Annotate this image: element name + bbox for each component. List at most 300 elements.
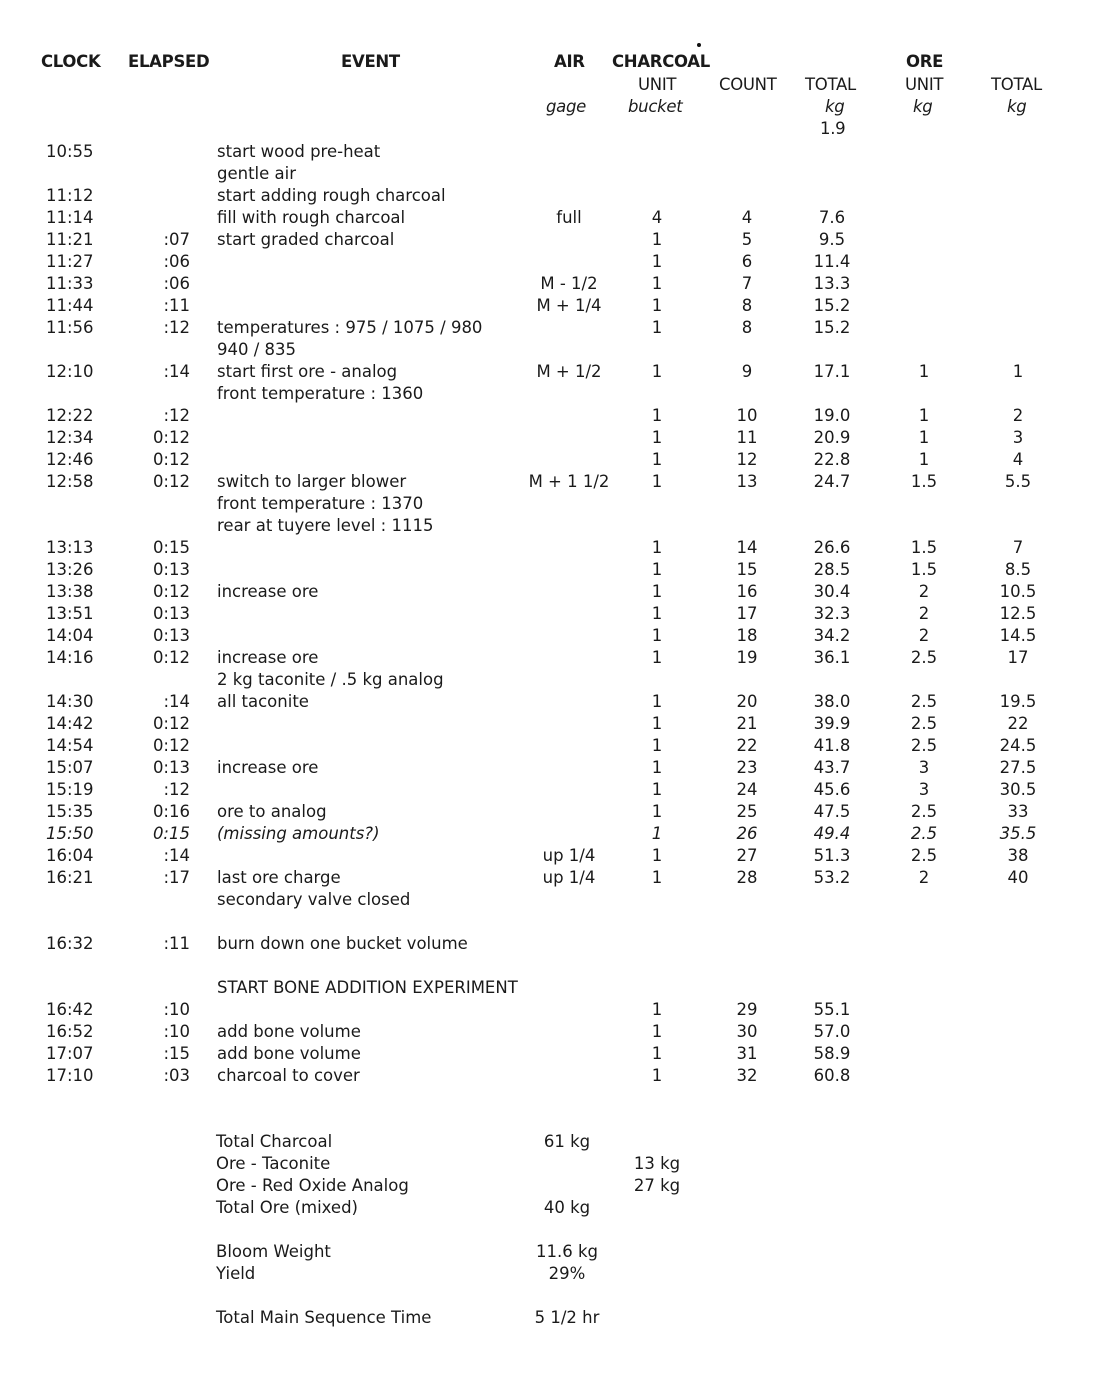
charcoal-count-cell: 20 xyxy=(736,692,758,711)
clock-cell: 13:26 xyxy=(46,560,94,579)
elapsed-cell: 0:12 xyxy=(152,472,190,491)
elapsed-cell: 0:12 xyxy=(152,428,190,447)
charcoal-unit-cell: 1 xyxy=(651,824,663,843)
clock-cell: 15:07 xyxy=(46,758,94,777)
charcoal-count-cell: 25 xyxy=(736,802,758,821)
clock-cell: 12:34 xyxy=(46,428,94,447)
charcoal-unit-cell: 1 xyxy=(651,1066,663,1085)
charcoal-unit-cell: 1 xyxy=(651,648,663,667)
charcoal-count-cell: 18 xyxy=(736,626,758,645)
clock-cell: 15:19 xyxy=(46,780,94,799)
clock-cell: 15:50 xyxy=(46,824,94,843)
header-ore-total: TOTAL xyxy=(991,75,1042,94)
table-row xyxy=(0,295,1114,317)
charcoal-unit-cell: 4 xyxy=(651,208,663,227)
charcoal-unit-cell: 1 xyxy=(651,1000,663,1019)
table-row xyxy=(0,581,1114,603)
header-air: AIR xyxy=(554,52,585,71)
clock-cell: 14:42 xyxy=(46,714,94,733)
event-cell: all taconite xyxy=(217,692,309,711)
charcoal-total-cell: 41.8 xyxy=(813,736,851,755)
charcoal-unit-cell: 1 xyxy=(651,736,663,755)
header-event: EVENT xyxy=(341,52,400,71)
event-cell: gentle air xyxy=(217,164,297,183)
charcoal-count-cell: 12 xyxy=(736,450,758,469)
summary-ore-value: 13 kg xyxy=(633,1154,681,1173)
charcoal-total-cell: 15.2 xyxy=(813,296,851,315)
summary-row xyxy=(0,1241,1114,1263)
table-row xyxy=(0,1021,1114,1043)
elapsed-cell: :14 xyxy=(163,846,190,865)
event-cell: start wood pre-heat xyxy=(217,142,381,161)
event-cell: add bone volume xyxy=(217,1044,361,1063)
summary-label: Ore - Taconite xyxy=(216,1154,331,1173)
charcoal-unit-cell: 1 xyxy=(651,428,663,447)
clock-cell: 12:22 xyxy=(46,406,94,425)
event-cell: switch to larger blower xyxy=(217,472,407,491)
table-row xyxy=(0,471,1114,493)
charcoal-total-cell: 28.5 xyxy=(813,560,851,579)
event-cell: start adding rough charcoal xyxy=(217,186,446,205)
event-cell: rear at tuyere level : 1115 xyxy=(217,516,434,535)
table-row xyxy=(0,515,1114,537)
clock-cell: 17:07 xyxy=(46,1044,94,1063)
table-row xyxy=(0,537,1114,559)
charcoal-count-cell: 14 xyxy=(736,538,758,557)
summary-label: Total Main Sequence Time xyxy=(216,1308,432,1327)
charcoal-total-cell: 15.2 xyxy=(813,318,851,337)
charcoal-total-cell: 34.2 xyxy=(813,626,851,645)
charcoal-count-cell: 10 xyxy=(736,406,758,425)
elapsed-cell: 0:15 xyxy=(152,538,190,557)
ore-unit-cell: 2.5 xyxy=(910,802,938,821)
charcoal-unit-cell: 1 xyxy=(651,1044,663,1063)
charcoal-count-cell: 7 xyxy=(741,274,753,293)
charcoal-total-cell: 39.9 xyxy=(813,714,851,733)
summary-row xyxy=(0,1175,1114,1197)
table-row xyxy=(0,405,1114,427)
air-gage-cell: M + 1/4 xyxy=(536,296,602,315)
elapsed-cell: :06 xyxy=(163,252,190,271)
clock-cell: 14:54 xyxy=(46,736,94,755)
ore-total-cell: 30.5 xyxy=(999,780,1037,799)
ore-unit-cell: 2.5 xyxy=(910,692,938,711)
table-row xyxy=(0,1043,1114,1065)
charcoal-unit-cell: 1 xyxy=(651,626,663,645)
charcoal-unit-cell: 1 xyxy=(651,318,663,337)
table-row xyxy=(0,361,1114,383)
elapsed-cell: 0:13 xyxy=(152,604,190,623)
charcoal-count-cell: 23 xyxy=(736,758,758,777)
table-row xyxy=(0,691,1114,713)
table-row xyxy=(0,933,1114,955)
clock-cell: 12:46 xyxy=(46,450,94,469)
charcoal-total-cell: 20.9 xyxy=(813,428,851,447)
charcoal-unit-cell: 1 xyxy=(651,472,663,491)
table-row xyxy=(0,229,1114,251)
ore-unit-cell: 2.5 xyxy=(910,846,938,865)
ore-unit-cell: 1.5 xyxy=(910,560,938,579)
ore-unit-cell: 1 xyxy=(918,428,930,447)
charcoal-total-cell: 53.2 xyxy=(813,868,851,887)
ore-unit-cell: 2 xyxy=(918,604,930,623)
header-elapsed: ELAPSED xyxy=(128,52,210,71)
ore-unit-cell: 3 xyxy=(918,758,930,777)
charcoal-unit-cell: 1 xyxy=(651,802,663,821)
event-cell: last ore charge xyxy=(217,868,341,887)
summary-row xyxy=(0,1197,1114,1219)
elapsed-cell: 0:16 xyxy=(152,802,190,821)
event-cell: add bone volume xyxy=(217,1022,361,1041)
air-gage-cell: up 1/4 xyxy=(542,868,596,887)
air-gage-cell: M + 1 1/2 xyxy=(528,472,610,491)
summary-ore-value: 27 kg xyxy=(633,1176,681,1195)
clock-cell: 11:12 xyxy=(46,186,94,205)
table-row xyxy=(0,273,1114,295)
clock-cell: 16:52 xyxy=(46,1022,94,1041)
clock-cell: 16:21 xyxy=(46,868,94,887)
ore-total-cell: 38 xyxy=(1007,846,1029,865)
charcoal-total-cell: 57.0 xyxy=(813,1022,851,1041)
clock-cell: 10:55 xyxy=(46,142,94,161)
ore-total-cell: 24.5 xyxy=(999,736,1037,755)
event-cell: increase ore xyxy=(217,582,319,601)
charcoal-unit-cell: 1 xyxy=(651,538,663,557)
charcoal-count-cell: 5 xyxy=(741,230,753,249)
charcoal-count-cell: 19 xyxy=(736,648,758,667)
header-ore-unit: UNIT xyxy=(905,75,944,94)
elapsed-cell: 0:15 xyxy=(152,824,190,843)
ore-unit-cell: 2 xyxy=(918,626,930,645)
charcoal-count-cell: 13 xyxy=(736,472,758,491)
ore-unit-cell: 2.5 xyxy=(910,824,938,843)
summary-value: 29% xyxy=(548,1264,586,1283)
ore-total-cell: 7 xyxy=(1012,538,1024,557)
table-row xyxy=(0,427,1114,449)
header-ore-total-kg: kg xyxy=(1007,97,1027,116)
event-cell: front temperature : 1360 xyxy=(217,384,424,403)
table-row xyxy=(0,141,1114,163)
charcoal-unit-cell: 1 xyxy=(651,868,663,887)
charcoal-total-cell: 32.3 xyxy=(813,604,851,623)
summary-value: 40 kg xyxy=(543,1198,591,1217)
ore-total-cell: 40 xyxy=(1007,868,1029,887)
header-total-kg: kg xyxy=(825,97,845,116)
table-row xyxy=(0,339,1114,361)
summary-value: 5 1/2 hr xyxy=(534,1308,600,1327)
charcoal-unit-cell: 1 xyxy=(651,252,663,271)
ore-unit-cell: 1 xyxy=(918,406,930,425)
charcoal-total-cell: 43.7 xyxy=(813,758,851,777)
ore-total-cell: 35.5 xyxy=(999,824,1037,843)
charcoal-count-cell: 24 xyxy=(736,780,758,799)
clock-cell: 11:56 xyxy=(46,318,94,337)
table-row xyxy=(0,625,1114,647)
charcoal-total-cell: 45.6 xyxy=(813,780,851,799)
charcoal-total-cell: 55.1 xyxy=(813,1000,851,1019)
charcoal-unit-cell: 1 xyxy=(651,274,663,293)
event-cell: 2 kg taconite / .5 kg analog xyxy=(217,670,444,689)
event-cell: (missing amounts?) xyxy=(217,824,380,843)
summary-label: Ore - Red Oxide Analog xyxy=(216,1176,409,1195)
charcoal-count-cell: 26 xyxy=(736,824,758,843)
elapsed-cell: :10 xyxy=(163,1000,190,1019)
ore-total-cell: 4 xyxy=(1012,450,1024,469)
ore-unit-cell: 1 xyxy=(918,362,930,381)
elapsed-cell: :15 xyxy=(163,1044,190,1063)
event-cell: 940 / 835 xyxy=(217,340,297,359)
ore-unit-cell: 1.5 xyxy=(910,472,938,491)
charcoal-total-cell: 58.9 xyxy=(813,1044,851,1063)
clock-cell: 17:10 xyxy=(46,1066,94,1085)
elapsed-cell: 0:12 xyxy=(152,648,190,667)
elapsed-cell: :17 xyxy=(163,868,190,887)
charcoal-total-cell: 11.4 xyxy=(813,252,851,271)
table-row xyxy=(0,669,1114,691)
event-cell: secondary valve closed xyxy=(217,890,411,909)
charcoal-unit-cell: 1 xyxy=(651,604,663,623)
table-row xyxy=(0,867,1114,889)
charcoal-total-cell: 9.5 xyxy=(818,230,846,249)
charcoal-count-cell: 11 xyxy=(736,428,758,447)
event-cell: start first ore - analog xyxy=(217,362,398,381)
elapsed-cell: :11 xyxy=(163,934,190,953)
charcoal-unit-cell: 1 xyxy=(651,296,663,315)
event-cell: burn down one bucket volume xyxy=(217,934,468,953)
air-gage-cell: M - 1/2 xyxy=(540,274,598,293)
charcoal-unit-cell: 1 xyxy=(651,758,663,777)
ore-total-cell: 14.5 xyxy=(999,626,1037,645)
ore-unit-cell: 2.5 xyxy=(910,736,938,755)
table-row xyxy=(0,999,1114,1021)
charcoal-unit-cell: 1 xyxy=(651,846,663,865)
charcoal-count-cell: 28 xyxy=(736,868,758,887)
table-row xyxy=(0,163,1114,185)
table-row xyxy=(0,1065,1114,1087)
event-cell: temperatures : 975 / 1075 / 980 xyxy=(217,318,483,337)
event-cell: ore to analog xyxy=(217,802,327,821)
summary-row xyxy=(0,1131,1114,1153)
table-row xyxy=(0,251,1114,273)
table-row xyxy=(0,317,1114,339)
air-gage-cell: up 1/4 xyxy=(542,846,596,865)
charcoal-total-cell: 60.8 xyxy=(813,1066,851,1085)
clock-cell: 11:44 xyxy=(46,296,94,315)
table-row xyxy=(0,383,1114,405)
table-row xyxy=(0,185,1114,207)
clock-cell: 14:30 xyxy=(46,692,94,711)
summary-label: Yield xyxy=(216,1264,256,1283)
clock-cell: 14:04 xyxy=(46,626,94,645)
elapsed-cell: :12 xyxy=(163,780,190,799)
charcoal-count-cell: 22 xyxy=(736,736,758,755)
elapsed-cell: 0:13 xyxy=(152,758,190,777)
ore-total-cell: 22 xyxy=(1007,714,1029,733)
charcoal-total-cell: 13.3 xyxy=(813,274,851,293)
charcoal-unit-cell: 1 xyxy=(651,406,663,425)
charcoal-total-cell: 19.0 xyxy=(813,406,851,425)
ore-unit-cell: 1.5 xyxy=(910,538,938,557)
table-row xyxy=(0,757,1114,779)
charcoal-count-cell: 21 xyxy=(736,714,758,733)
charcoal-unit-cell: 1 xyxy=(651,692,663,711)
header-ore: ORE xyxy=(906,52,944,71)
ore-total-cell: 17 xyxy=(1007,648,1029,667)
charcoal-count-cell: 4 xyxy=(741,208,753,227)
table-row xyxy=(0,647,1114,669)
charcoal-count-cell: 6 xyxy=(741,252,753,271)
elapsed-cell: 0:13 xyxy=(152,626,190,645)
charcoal-count-cell: 30 xyxy=(736,1022,758,1041)
charcoal-count-cell: 16 xyxy=(736,582,758,601)
charcoal-count-cell: 9 xyxy=(741,362,753,381)
table-row xyxy=(0,559,1114,581)
header-charcoal-unit: UNIT xyxy=(638,75,677,94)
charcoal-total-cell: 30.4 xyxy=(813,582,851,601)
event-cell: charcoal to cover xyxy=(217,1066,360,1085)
charcoal-total-cell: 51.3 xyxy=(813,846,851,865)
clock-cell: 16:42 xyxy=(46,1000,94,1019)
header-ore-unit-kg: kg xyxy=(913,97,933,116)
elapsed-cell: :03 xyxy=(163,1066,190,1085)
elapsed-cell: 0:12 xyxy=(152,450,190,469)
charcoal-count-cell: 15 xyxy=(736,560,758,579)
ore-total-cell: 27.5 xyxy=(999,758,1037,777)
table-row xyxy=(0,779,1114,801)
ore-total-cell: 19.5 xyxy=(999,692,1037,711)
clock-cell: 11:14 xyxy=(46,208,94,227)
summary-value: 11.6 kg xyxy=(535,1242,598,1261)
header-charcoal-count: COUNT xyxy=(719,75,777,94)
elapsed-cell: :14 xyxy=(163,692,190,711)
header-initial-total: 1.9 xyxy=(820,119,846,138)
header-charcoal: CHARCOAL xyxy=(612,52,710,71)
header-unit-bucket: bucket xyxy=(628,97,683,116)
clock-cell: 13:13 xyxy=(46,538,94,557)
elapsed-cell: 0:12 xyxy=(152,736,190,755)
event-cell: increase ore xyxy=(217,758,319,777)
summary-label: Total Charcoal xyxy=(216,1132,333,1151)
ore-total-cell: 10.5 xyxy=(999,582,1037,601)
clock-cell: 12:58 xyxy=(46,472,94,491)
charcoal-total-cell: 17.1 xyxy=(813,362,851,381)
air-gage-cell: M + 1/2 xyxy=(536,362,602,381)
elapsed-cell: :06 xyxy=(163,274,190,293)
air-gage-cell: full xyxy=(556,208,582,227)
charcoal-unit-cell: 1 xyxy=(651,450,663,469)
table-row xyxy=(0,801,1114,823)
charcoal-unit-cell: 1 xyxy=(651,560,663,579)
ore-total-cell: 1 xyxy=(1012,362,1024,381)
charcoal-total-cell: 38.0 xyxy=(813,692,851,711)
table-row xyxy=(0,977,1114,999)
summary-row xyxy=(0,1307,1114,1329)
charcoal-count-cell: 32 xyxy=(736,1066,758,1085)
clock-cell: 13:51 xyxy=(46,604,94,623)
clock-cell: 11:33 xyxy=(46,274,94,293)
header-charcoal-total: TOTAL xyxy=(805,75,856,94)
charcoal-count-cell: 8 xyxy=(741,296,753,315)
charcoal-count-cell: 27 xyxy=(736,846,758,865)
header-air-gage: gage xyxy=(546,97,587,116)
ore-unit-cell: 1 xyxy=(918,450,930,469)
table-row xyxy=(0,493,1114,515)
charcoal-unit-cell: 1 xyxy=(651,1022,663,1041)
ore-unit-cell: 2 xyxy=(918,582,930,601)
clock-cell: 14:16 xyxy=(46,648,94,667)
ore-total-cell: 12.5 xyxy=(999,604,1037,623)
charcoal-count-cell: 17 xyxy=(736,604,758,623)
table-row xyxy=(0,823,1114,845)
charcoal-unit-cell: 1 xyxy=(651,582,663,601)
table-row xyxy=(0,449,1114,471)
summary-label: Bloom Weight xyxy=(216,1242,331,1261)
charcoal-count-cell: 31 xyxy=(736,1044,758,1063)
ore-unit-cell: 2.5 xyxy=(910,648,938,667)
elapsed-cell: :11 xyxy=(163,296,190,315)
ore-total-cell: 2 xyxy=(1012,406,1024,425)
stray-mark xyxy=(697,43,701,47)
charcoal-count-cell: 29 xyxy=(736,1000,758,1019)
ore-total-cell: 5.5 xyxy=(1004,472,1032,491)
summary-row xyxy=(0,1153,1114,1175)
charcoal-total-cell: 49.4 xyxy=(813,824,851,843)
clock-cell: 16:04 xyxy=(46,846,94,865)
charcoal-unit-cell: 1 xyxy=(651,780,663,799)
clock-cell: 13:38 xyxy=(46,582,94,601)
elapsed-cell: 0:12 xyxy=(152,714,190,733)
ore-unit-cell: 3 xyxy=(918,780,930,799)
header-clock: CLOCK xyxy=(41,52,101,71)
table-row xyxy=(0,713,1114,735)
event-cell: front temperature : 1370 xyxy=(217,494,424,513)
table-row xyxy=(0,889,1114,911)
event-cell: fill with rough charcoal xyxy=(217,208,406,227)
charcoal-count-cell: 8 xyxy=(741,318,753,337)
charcoal-total-cell: 22.8 xyxy=(813,450,851,469)
elapsed-cell: :10 xyxy=(163,1022,190,1041)
charcoal-total-cell: 26.6 xyxy=(813,538,851,557)
elapsed-cell: 0:13 xyxy=(152,560,190,579)
clock-cell: 12:10 xyxy=(46,362,94,381)
ore-total-cell: 8.5 xyxy=(1004,560,1032,579)
charcoal-unit-cell: 1 xyxy=(651,230,663,249)
elapsed-cell: :12 xyxy=(163,406,190,425)
event-cell: start graded charcoal xyxy=(217,230,395,249)
table-row xyxy=(0,207,1114,229)
table-row xyxy=(0,845,1114,867)
event-cell: increase ore xyxy=(217,648,319,667)
clock-cell: 11:21 xyxy=(46,230,94,249)
event-cell: START BONE ADDITION EXPERIMENT xyxy=(217,978,518,997)
summary-row xyxy=(0,1263,1114,1285)
elapsed-cell: :07 xyxy=(163,230,190,249)
summary-value: 61 kg xyxy=(543,1132,591,1151)
clock-cell: 16:32 xyxy=(46,934,94,953)
clock-cell: 11:27 xyxy=(46,252,94,271)
elapsed-cell: :14 xyxy=(163,362,190,381)
ore-total-cell: 33 xyxy=(1007,802,1029,821)
elapsed-cell: 0:12 xyxy=(152,582,190,601)
summary-label: Total Ore (mixed) xyxy=(216,1198,358,1217)
charcoal-unit-cell: 1 xyxy=(651,362,663,381)
charcoal-total-cell: 24.7 xyxy=(813,472,851,491)
ore-unit-cell: 2.5 xyxy=(910,714,938,733)
charcoal-total-cell: 36.1 xyxy=(813,648,851,667)
table-row xyxy=(0,735,1114,757)
charcoal-total-cell: 47.5 xyxy=(813,802,851,821)
elapsed-cell: :12 xyxy=(163,318,190,337)
